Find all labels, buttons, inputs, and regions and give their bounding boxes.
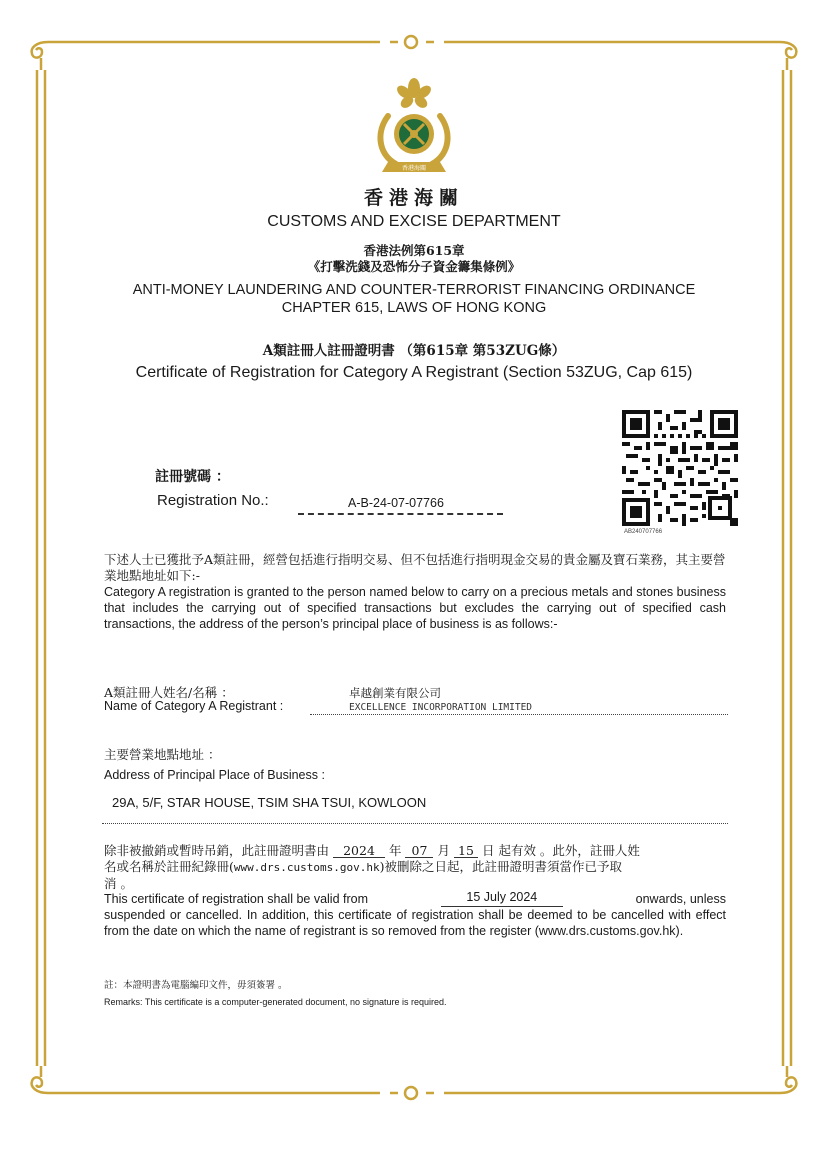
- address-label-chinese: 主要營業地點地址 ：: [104, 747, 221, 762]
- registration-number-label-english: Registration No.:: [157, 492, 269, 509]
- qr-code-caption: AB240707766: [624, 529, 663, 535]
- address-label-english: Address of Principal Place of Business :: [104, 768, 325, 782]
- registration-number-value: A-B-24-07-07766: [348, 496, 444, 510]
- validity-cn-line2-start: 名或名稱於註冊紀錄冊(: [104, 859, 234, 874]
- department-name-english: CUSTOMS AND EXCISE DEPARTMENT: [267, 213, 561, 230]
- ordinance-title-english: ANTI-MONEY LAUNDERING AND COUNTER-TERRORIST FINANCING ORDINANCE: [132, 282, 696, 298]
- validity-statement-chinese: [104, 843, 730, 892]
- validity-cn-url: www.drs.customs.gov.hk: [233, 861, 380, 874]
- validity-en-prefix: This certificate of registration shall be valid from: [104, 892, 368, 906]
- validity-cn-month: 07: [405, 844, 433, 858]
- emblem-ribbon-text: 香港海關: [401, 165, 427, 172]
- validity-cn-prefix: 除非被撤銷或暫時吊銷，此註冊證明書由: [104, 843, 330, 858]
- registrant-name-label-english: Name of Category A Registrant :: [104, 699, 284, 713]
- address-value: 29A, 5/F, STAR HOUSE, TSIM SHA TSUI, KOWLOON: [112, 795, 427, 810]
- validity-en-rest: suspended or cancelled. In addition, this certificate of registration shall be deemed to be cancelled with effect from the date on which the name of registrant is so removed from the register (www.drs.customs.gov.hk).: [104, 908, 726, 938]
- registrant-name-dotted-line: [310, 714, 728, 715]
- ordinance-title-chinese: 《打擊洗錢及恐怖分子資金籌集條例》: [307, 259, 521, 274]
- registrant-name-english: EXCELLENCE INCORPORATION LIMITED: [349, 702, 533, 713]
- registrant-name-label-chinese: A類註冊人姓名/名稱 ：: [104, 685, 234, 700]
- validity-statement-english: [104, 891, 726, 939]
- validity-cn-year-unit: 年: [388, 843, 402, 858]
- validity-cn-month-unit: 月: [437, 843, 450, 858]
- ordinance-chapter-english: CHAPTER 615, LAWS OF HONG KONG: [281, 300, 547, 316]
- validity-cn-year: 2024: [333, 844, 385, 858]
- registration-number-label-chinese: 註冊號碼 ：: [155, 469, 230, 485]
- validity-en-date: 15 July 2024: [441, 891, 563, 907]
- validity-cn-suffix: 起有效 。此外，註冊人姓: [498, 843, 640, 858]
- ordinance-chapter-chinese: 香港法例第615章: [363, 243, 465, 258]
- remarks-english: Remarks: This certificate is a computer-generated document, no signature is required.: [104, 997, 447, 1007]
- grant-statement-chinese: 下述人士已獲批予A類註冊，經營包括進行指明交易、但不包括進行指明現金交易的貴金屬及寶石業務，其主要營業地點地址如下:-: [104, 552, 726, 583]
- validity-cn-day: 15: [454, 844, 478, 858]
- certificate-title-english: Certificate of Registration for Category A Registrant (Section 53ZUG, Cap 615): [135, 364, 693, 381]
- department-name-chinese: 香港海關: [363, 187, 464, 209]
- certificate-title-chinese: A類註冊人註冊證明書 （第615章 第53ZUG條）: [262, 343, 566, 359]
- customs-emblem: [366, 72, 462, 180]
- remarks-chinese: 註：本證明書為電腦編印文件，毋須簽署 。: [104, 980, 288, 991]
- qr-code: [622, 410, 738, 526]
- validity-en-suffix: onwards, unless: [635, 892, 726, 906]
- registrant-name-chinese: 卓越創業有限公司: [349, 686, 441, 700]
- validity-cn-day-unit: 日: [481, 843, 495, 858]
- validity-cn-line3: 消 。: [104, 876, 133, 891]
- registration-number-underline: [298, 513, 503, 515]
- grant-statement-english: Category A registration is granted to the person named below to carry on a precious metals and stones business that includes the carrying out of specified transactions but excludes the carrying out of specified cash transactions, the address of the person’s principal place of business is as follows:-: [104, 585, 726, 631]
- validity-cn-line2-end: )被刪除之日起，此註冊證明書須當作已予取: [379, 859, 622, 874]
- address-dotted-line: [102, 823, 728, 824]
